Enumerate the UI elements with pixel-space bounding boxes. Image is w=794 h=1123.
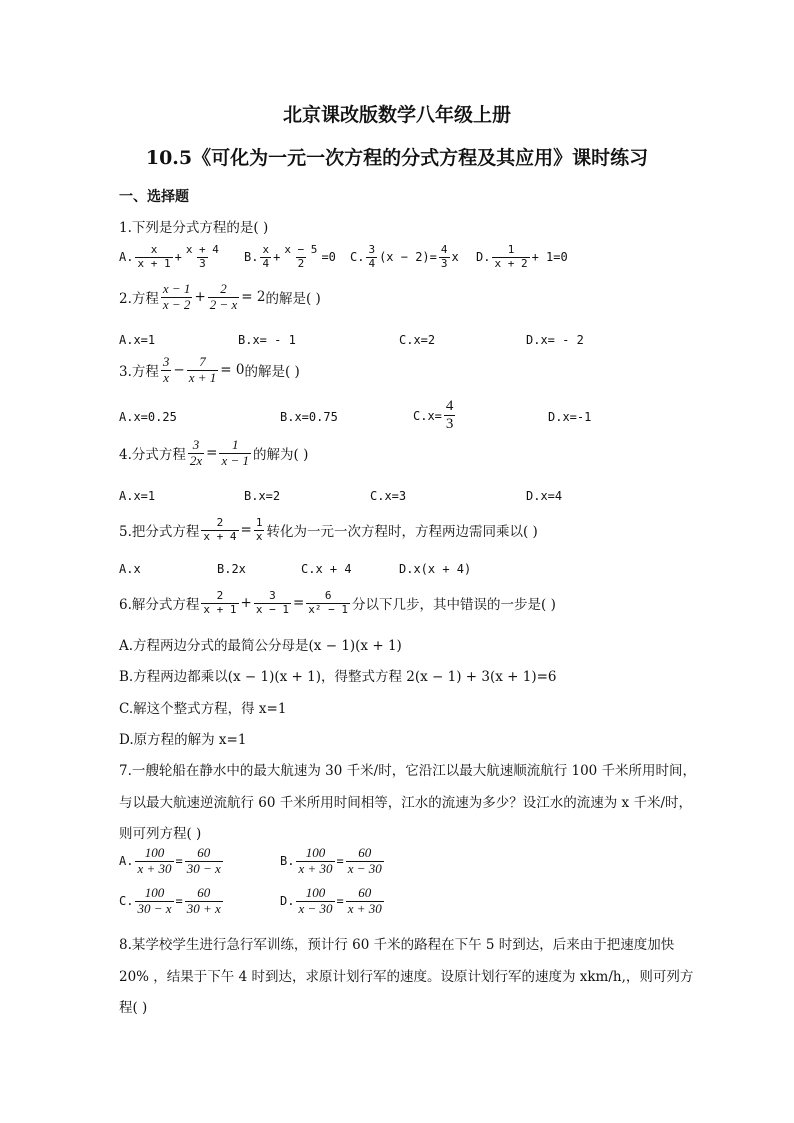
- fraction: $\frac{2}{2 - x}$: [209, 281, 238, 312]
- fraction: $\frac{6}{\text{x² − 1}}$: [308, 589, 349, 616]
- question-8-line-3: 程( ): [119, 1000, 148, 1016]
- stem-prefix: 2.方程: [119, 291, 159, 308]
- q1-option-d: [476, 244, 568, 270]
- question-8-line-1: 8.某学校学生进行急行军训练，预计行 60 千米的路程在下午 5 时到达，后来由于把速度加快: [119, 937, 675, 953]
- q3-option-c: [413, 398, 457, 434]
- fraction: $\frac{60}{30 - x}$: [186, 845, 221, 876]
- operator: =: [206, 445, 218, 462]
- q6-option-c: C.解这个整式方程，得 x=1: [119, 701, 287, 717]
- q7-option-b: [280, 846, 386, 877]
- stem-prefix: 4.分式方程: [119, 447, 186, 464]
- fraction: $\frac{x}{x + 1}$: [137, 243, 171, 270]
- operator: +: [194, 289, 206, 306]
- fraction: $\frac{60}{x + 30}$: [347, 885, 382, 916]
- operator: =: [175, 894, 183, 909]
- page-title: 北京课改版数学八年级上册: [282, 104, 511, 126]
- fraction: $\frac{100}{x + 30}$: [137, 845, 172, 876]
- operator: +: [174, 250, 182, 265]
- q1-option-b: [244, 244, 336, 270]
- fraction: $\frac{100}{x - 30}$: [298, 885, 333, 916]
- stem-prefix: 3.方程: [119, 364, 159, 381]
- q1-option-c: [350, 244, 459, 270]
- option-label: D.: [476, 250, 491, 265]
- tail-text: =0: [321, 250, 336, 265]
- fraction: $\frac{100}{x + 30}$: [298, 845, 333, 876]
- q2-option-b: B.x= - 1: [238, 333, 296, 347]
- section-heading: 一、选择题: [119, 189, 189, 205]
- operator: −: [173, 362, 185, 379]
- q1-option-a: [119, 244, 223, 270]
- question-1-stem: 1.下列是分式方程的是( ): [119, 220, 269, 236]
- fraction: $\frac{2}{x + 4}$: [203, 516, 237, 543]
- option-label: C.: [119, 894, 134, 909]
- stem-suffix: 的解是( ): [265, 291, 321, 308]
- q5-option-d: D.x(x + 4): [399, 562, 472, 576]
- q7-option-d: [280, 886, 386, 917]
- q7-option-a: [119, 846, 225, 877]
- fraction: $\frac{1}{x}$: [255, 516, 263, 543]
- operator: = 2: [241, 289, 266, 306]
- operator: +: [240, 595, 252, 612]
- operator: =: [336, 894, 344, 909]
- question-8-line-2: 20% ，结果于下午 4 时到达，求原计划行军的速度。设原计划行军的速度为 xkm/h,，则可列方: [119, 969, 694, 985]
- operator: (x − 2)=: [379, 250, 437, 265]
- q7-option-c: [119, 886, 225, 917]
- tail-text: x: [451, 250, 459, 265]
- option-label: D.: [280, 894, 295, 909]
- option-label: A.: [119, 854, 134, 869]
- fraction: $\frac{3}{x - 1}$: [255, 589, 289, 616]
- fraction: $\frac{1}{x + 2}$: [494, 243, 528, 270]
- question-7-line-2: 与以最大航速逆流航行 60 千米所用时间相等，江水的流速为多少？设江水的流速为 x 千米/时，: [119, 795, 693, 811]
- fraction: $\frac{3}{x}$: [162, 354, 170, 385]
- tail-text: + 1=0: [531, 250, 568, 265]
- stem-suffix: 转化为一元一次方程时，方程两边需同乘以( ): [266, 524, 538, 541]
- q4-option-b: B.x=2: [244, 489, 281, 503]
- stem-prefix: 6.解分式方程: [119, 597, 200, 614]
- operator: =: [175, 854, 183, 869]
- option-label: B.: [244, 250, 259, 265]
- operator: =: [292, 595, 305, 612]
- fraction: $\frac{60}{30 + x}$: [186, 885, 221, 916]
- stem-suffix: 的解是( ): [244, 364, 300, 381]
- q3-option-d: D.x=-1: [548, 410, 592, 424]
- q5-option-a: A.x: [119, 562, 141, 576]
- stem-suffix: 的解为( ): [253, 447, 309, 464]
- operator: =: [240, 522, 252, 539]
- option-label: A.: [119, 250, 134, 265]
- fraction: $\frac{x - 1}{x - 2}$: [162, 281, 191, 312]
- q3-option-b: B.x=0.75: [280, 410, 338, 424]
- q2-option-a: A.x=1: [119, 333, 156, 347]
- fraction: $\frac{1}{x - 1}$: [221, 437, 250, 468]
- q6-option-d: D.原方程的解为 x=1: [119, 732, 247, 748]
- fraction: $\frac{60}{x - 30}$: [347, 845, 382, 876]
- q4-option-a: A.x=1: [119, 489, 156, 503]
- q4-option-d: D.x=4: [526, 489, 563, 503]
- fraction: $\frac{4}{3}$: [445, 398, 454, 433]
- fraction: $\frac{3}{4}$: [368, 243, 376, 270]
- option-label: C.: [350, 250, 365, 265]
- stem-suffix: 分以下几步，其中错误的一步是( ): [352, 597, 556, 614]
- q6-option-a: A.方程两边分式的最简公分母是(x − 1)(x + 1): [119, 638, 402, 654]
- q2-option-d: D.x= - 2: [526, 333, 584, 347]
- operator: = 0: [220, 362, 245, 379]
- fraction: $\frac{3}{2x}$: [189, 437, 203, 468]
- option-label: C.x=: [413, 408, 442, 423]
- page-subtitle: 10.5《可化为一元一次方程的分式方程及其应用》课时练习: [145, 147, 649, 169]
- q5-option-c: C.x + 4: [301, 562, 352, 576]
- fraction: $\frac{4}{3}$: [440, 243, 448, 270]
- fraction: $\frac{x - 5}{2}$: [284, 243, 318, 270]
- fraction: $\frac{7}{x + 1}$: [188, 354, 217, 385]
- fraction: $\frac{100}{30 - x}$: [137, 885, 172, 916]
- operator: +: [273, 250, 281, 265]
- question-3-stem: [119, 355, 300, 386]
- q2-option-c: C.x=2: [399, 333, 436, 347]
- q5-option-b: B.2x: [217, 562, 246, 576]
- fraction: $\frac{x}{4}$: [262, 243, 270, 270]
- question-7-line-1: 7.一艘轮船在静水中的最大航速为 30 千米/时，它沿江以最大航速顺流航行 100 千米所用时间，: [119, 763, 697, 779]
- question-7-line-3: 则可列方程( ): [119, 826, 202, 842]
- question-4-stem: [119, 438, 308, 469]
- option-label: B.: [280, 854, 295, 869]
- q6-option-b: B.方程两边都乘以(x − 1)(x + 1)，得整式方程 2(x − 1) + 3(x + 1)=6: [119, 669, 557, 685]
- fraction: $\frac{x + 4}{3}$: [185, 243, 219, 270]
- question-5-stem: [119, 517, 538, 543]
- question-6-stem: [119, 590, 556, 616]
- q3-option-a: A.x=0.25: [119, 410, 177, 424]
- q4-option-c: C.x=3: [370, 489, 407, 503]
- operator: =: [336, 854, 344, 869]
- question-2-stem: [119, 282, 321, 313]
- fraction: $\frac{2}{x + 1}$: [203, 589, 237, 616]
- stem-prefix: 5.把分式方程: [119, 524, 200, 541]
